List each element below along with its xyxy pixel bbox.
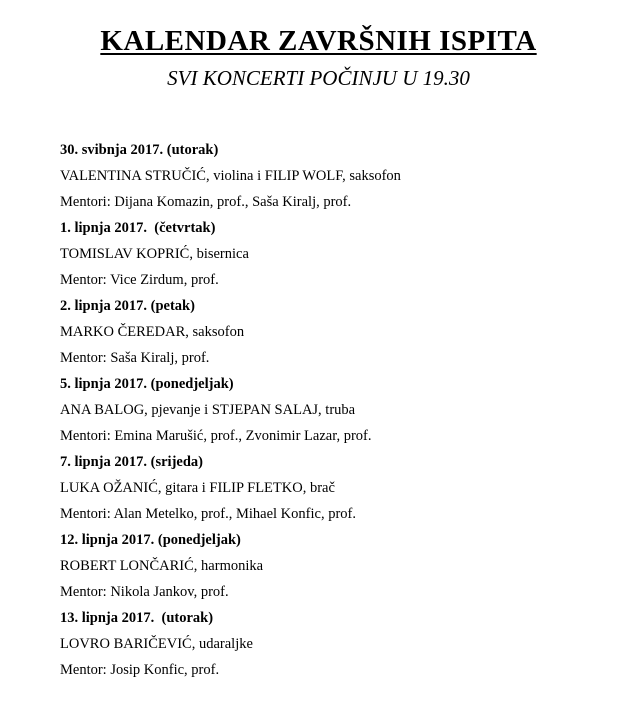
exam-entry [60, 449, 637, 527]
exam-entry [60, 527, 637, 605]
entry-performers: ROBERT LONČARIĆ, harmonika [60, 558, 264, 575]
exam-entry [60, 293, 637, 371]
entry-mentors: Mentor: Saša Kiralj, prof. [60, 350, 210, 367]
exam-entry [60, 605, 637, 683]
page-title: KALENDAR ZAVRŠNIH ISPITA [100, 25, 537, 57]
entry-performers: VALENTINA STRUČIĆ, violina i FILIP WOLF, saksofon [60, 168, 401, 185]
entry-date: 12. lipnja 2017. (ponedjeljak) [60, 532, 241, 549]
page-subtitle: SVI KONCERTI POČINJU U 19.30 [167, 65, 470, 90]
entry-performers: TOMISLAV KOPRIĆ, bisernica [60, 246, 249, 263]
entry-mentors: Mentori: Alan Metelko, prof., Mihael Konfic, prof. [60, 506, 356, 523]
entry-date: 5. lipnja 2017. (ponedjeljak) [60, 376, 234, 393]
exam-entry [60, 137, 637, 215]
exam-entry [60, 371, 637, 449]
entry-mentors: Mentori: Emina Marušić, prof., Zvonimir Lazar, prof. [60, 428, 372, 445]
entry-date: 13. lipnja 2017. (utorak) [60, 610, 214, 627]
entry-mentors: Mentori: Dijana Komazin, prof., Saša Kiralj, prof. [60, 194, 352, 211]
entry-performers: LOVRO BARIČEVIĆ, udaraljke [60, 636, 253, 653]
entry-date: 7. lipnja 2017. (srijeda) [60, 454, 203, 471]
entry-mentors: Mentor: Vice Zirdum, prof. [60, 272, 219, 289]
entry-performers: LUKA OŽANIĆ, gitara i FILIP FLETKO, brač [60, 480, 335, 497]
entry-date: 2. lipnja 2017. (petak) [60, 298, 195, 315]
document-header [0, 0, 637, 90]
entry-performers: MARKO ČEREDAR, saksofon [60, 324, 245, 341]
entry-date: 30. svibnja 2017. (utorak) [60, 142, 219, 159]
entry-performers: ANA BALOG, pjevanje i STJEPAN SALAJ, truba [60, 402, 356, 419]
entry-mentors: Mentor: Nikola Jankov, prof. [60, 584, 229, 601]
entry-mentors: Mentor: Josip Konfic, prof. [60, 662, 220, 679]
exam-entry-list [60, 137, 637, 683]
exam-entry [60, 215, 637, 293]
entry-date: 1. lipnja 2017. (četvrtak) [60, 220, 216, 237]
